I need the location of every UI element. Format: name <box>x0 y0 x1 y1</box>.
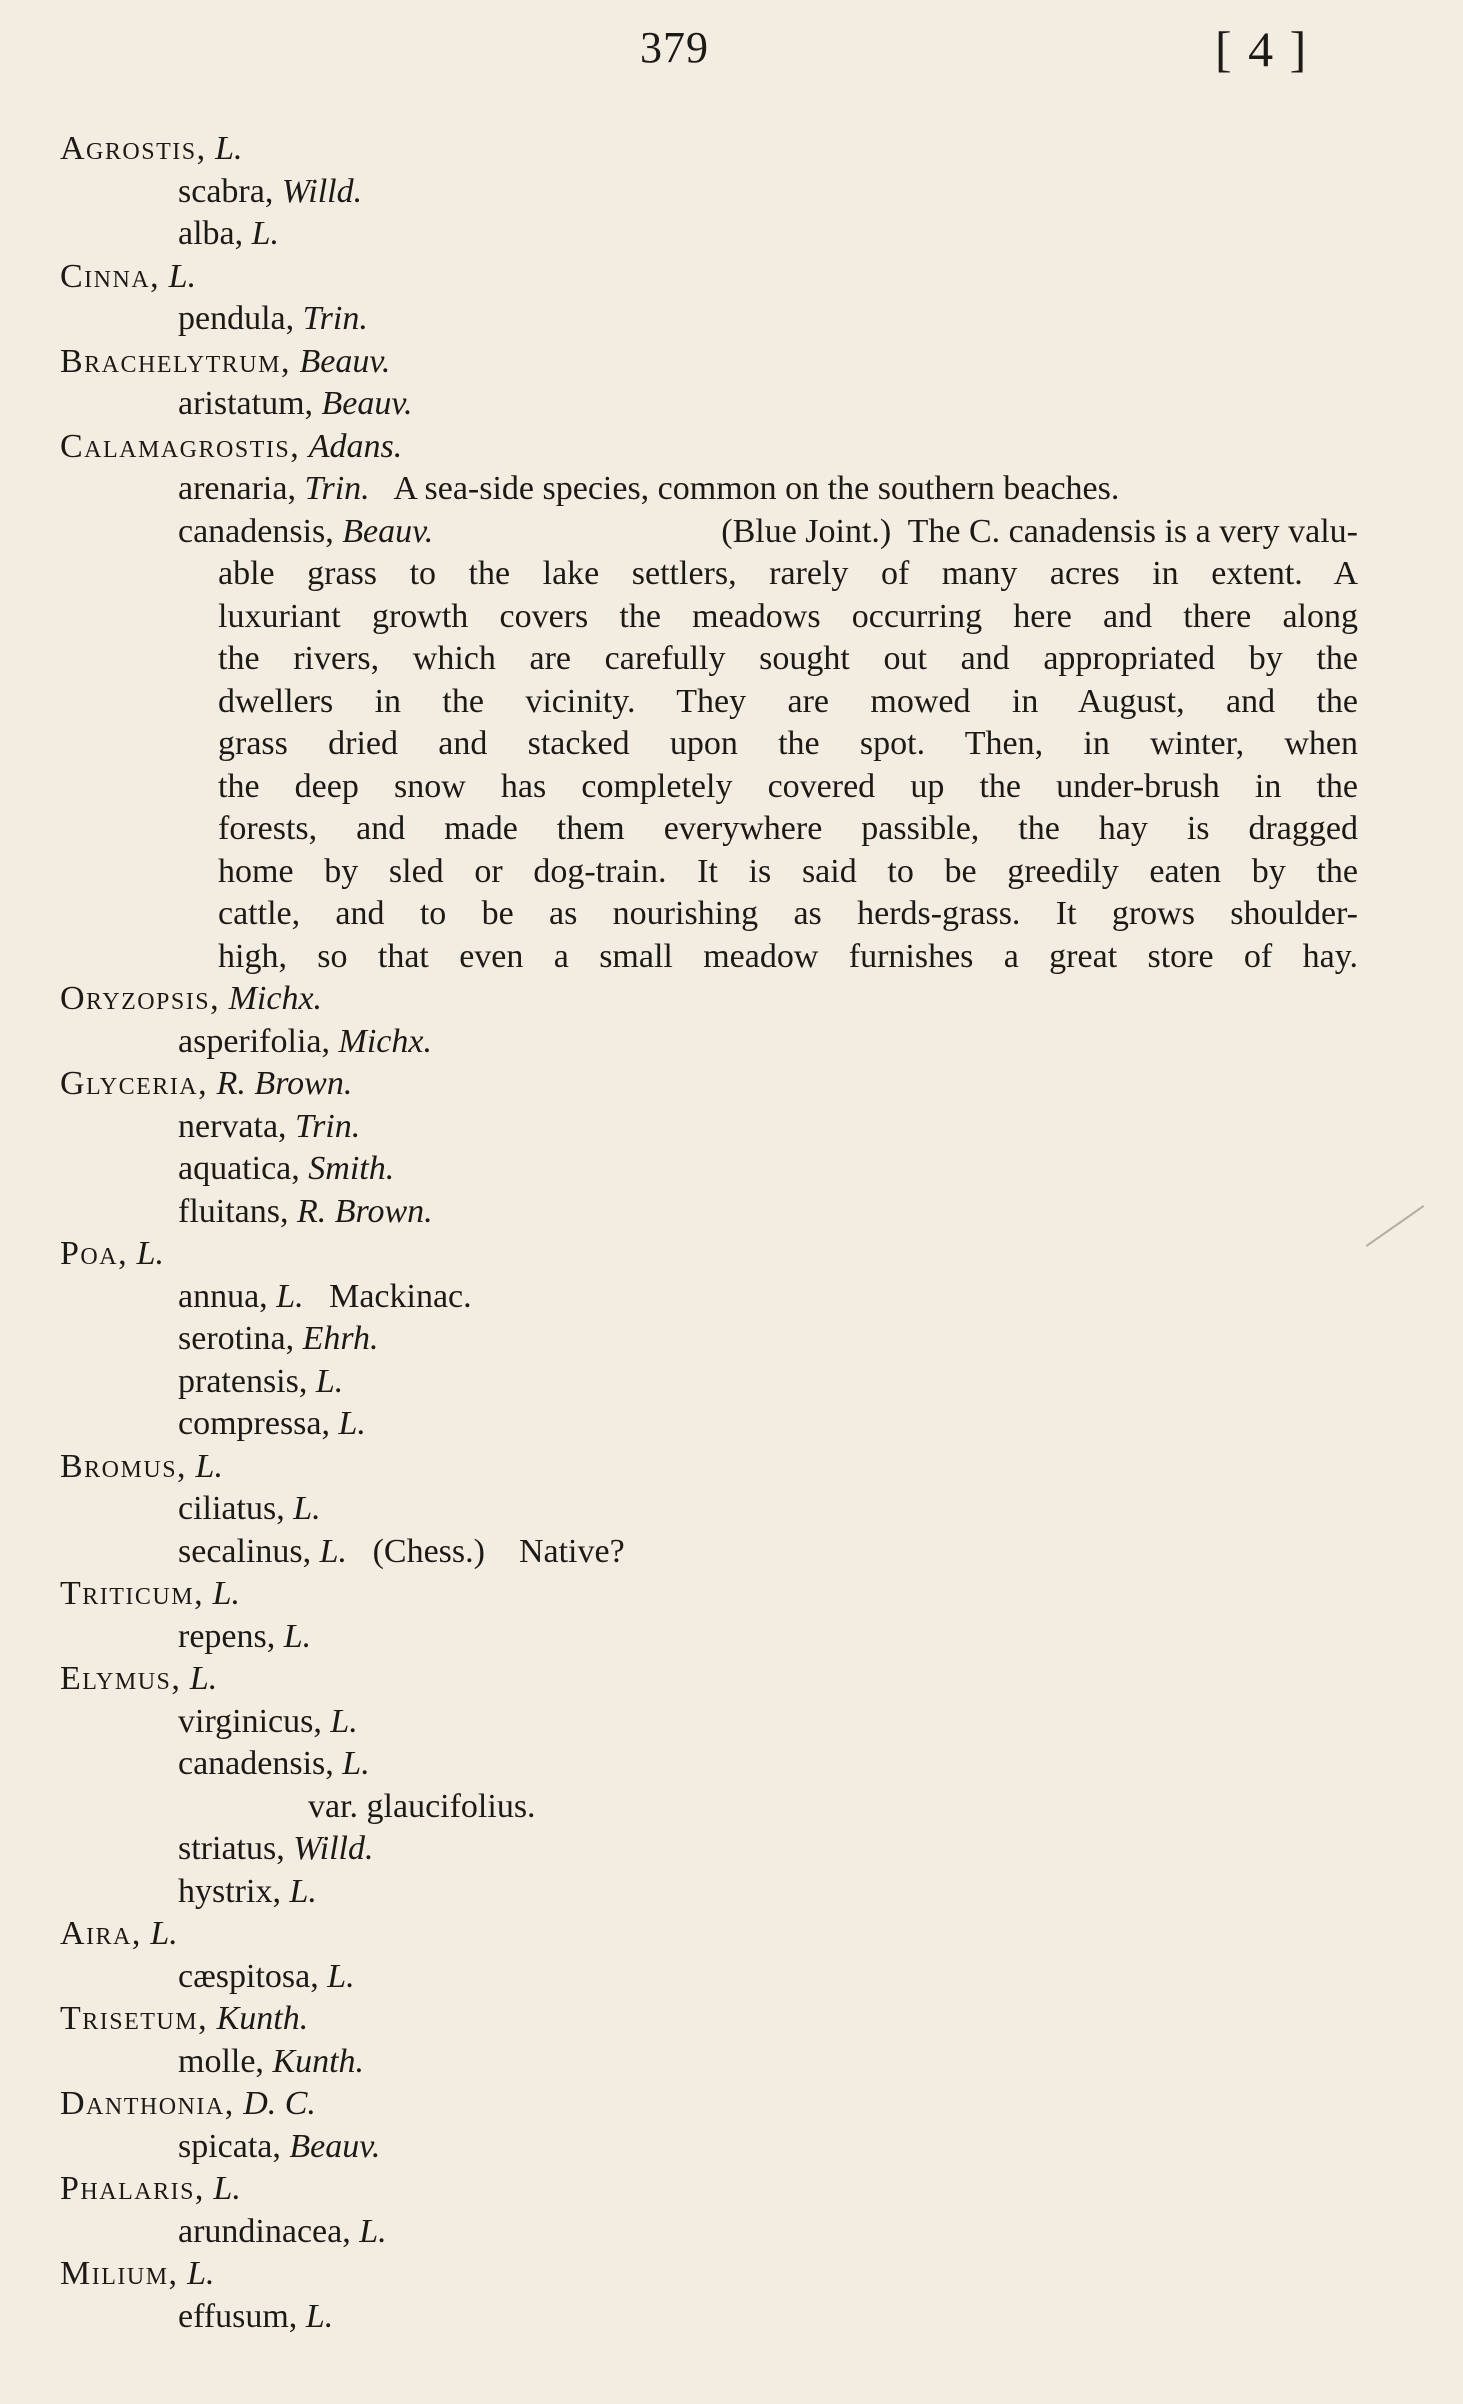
species-author: Smith. <box>308 1150 395 1187</box>
genus-name: Triticum, <box>60 1575 205 1612</box>
species-entry <box>60 2126 1360 2169</box>
genus-author: Kunth. <box>216 2000 309 2037</box>
genus-heading <box>60 256 1360 299</box>
genus-author: L. <box>195 1447 223 1485</box>
genus-heading <box>60 1658 1360 1701</box>
note-line-text: cattle, and to be as nourishing as herds-grass. It grows shoulder- <box>218 895 1358 932</box>
species-name: arenaria, <box>178 470 296 507</box>
note-line <box>218 681 1358 724</box>
species-name: asperifolia, <box>178 1022 330 1060</box>
genus-author: R. Brown. <box>216 1065 353 1102</box>
species-note: Mackinac. <box>329 1277 472 1315</box>
variety-name: var. glaucifolius. <box>308 1787 536 1825</box>
genus-name: Cinna, <box>60 257 161 295</box>
note-line <box>218 936 1358 979</box>
genus-name: Glyceria, <box>60 1065 209 1102</box>
note-line-text: high, so that even a small meadow furnishes a great store of hay. <box>218 937 1358 975</box>
species-author: Willd. <box>293 1830 374 1867</box>
genus-author: L. <box>212 1575 241 1612</box>
species-name: scabra, <box>178 172 274 210</box>
genus-author: Adans. <box>308 427 403 465</box>
genus-heading <box>60 1233 1360 1276</box>
species-author: L. <box>251 215 280 252</box>
canadensis-note-body <box>218 553 1358 978</box>
genus-author: D. C. <box>243 2085 316 2122</box>
species-author: L. <box>342 1745 370 1782</box>
species-entry <box>60 2211 1360 2254</box>
species-author: L. <box>283 1617 312 1655</box>
genus-heading <box>60 2253 1360 2296</box>
species-entry <box>60 298 1360 341</box>
note-line-text: luxuriant growth covers the meadows occurring here and there along <box>218 597 1358 635</box>
species-name: nervata, <box>178 1107 287 1145</box>
note-line <box>218 596 1358 639</box>
species-name: cæspitosa, <box>178 1957 319 1995</box>
genus-author: L. <box>168 257 197 295</box>
note-line <box>218 808 1358 851</box>
species-name: striatus, <box>178 1830 285 1867</box>
genus-name: Aira, <box>60 1915 142 1952</box>
species-author: R. Brown. <box>296 1192 433 1230</box>
species-author: Beauv. <box>289 2127 381 2165</box>
canadensis-first-line <box>178 511 1358 554</box>
species-author: L. <box>338 1405 366 1442</box>
note-line <box>218 766 1358 809</box>
species-entry <box>60 171 1360 214</box>
species-entry <box>60 1191 1360 1234</box>
genus-author: L. <box>213 2170 241 2207</box>
species-entry <box>60 1871 1360 1914</box>
signature-mark: [ 4 ] <box>1215 21 1309 77</box>
species-entry <box>60 2296 1360 2339</box>
genus-heading <box>60 1063 1360 1106</box>
species-author: Trin. <box>304 470 370 507</box>
species-author: Kunth. <box>272 2042 365 2080</box>
species-name: repens, <box>178 1617 276 1655</box>
note-line <box>218 553 1358 596</box>
species-name: pratensis, <box>178 1362 308 1400</box>
species-entry <box>60 1106 1360 1149</box>
species-author: Trin. <box>302 300 368 337</box>
species-entry <box>60 468 1360 511</box>
species-name: canadensis, <box>178 512 334 550</box>
genus-name: Calamagrostis, <box>60 427 301 465</box>
genus-heading <box>60 1573 1360 1616</box>
species-author: Beauv. <box>321 385 413 422</box>
genus-name: Poa, <box>60 1235 129 1272</box>
species-name: annua, <box>178 1277 268 1315</box>
page-number: 379 <box>640 23 709 72</box>
species-name: aquatica, <box>178 1150 300 1187</box>
species-entry <box>60 1956 1360 1999</box>
genus-name: Oryzopsis, <box>60 980 221 1017</box>
species-entry <box>60 1828 1360 1871</box>
note-line-text: able grass to the lake settlers, rarely of many acres in extent. A <box>218 555 1358 592</box>
genus-heading <box>60 978 1360 1021</box>
variety-entry <box>60 1786 1360 1829</box>
genus-name: Elymus, <box>60 1660 182 1697</box>
species-author: L. <box>359 2212 387 2250</box>
species-entry <box>60 1701 1360 1744</box>
note-line-text: dwellers in the vicinity. They are mowed in August, and the <box>218 682 1358 720</box>
genus-author: L. <box>215 130 243 167</box>
species-name: molle, <box>178 2042 264 2080</box>
genus-heading <box>60 341 1360 384</box>
genus-name: Agrostis, <box>60 130 207 167</box>
species-name-group <box>178 511 433 554</box>
species-author: L. <box>289 1872 317 1910</box>
genus-heading <box>60 1913 1360 1956</box>
genus-author: Michx. <box>228 980 323 1017</box>
species-entry <box>60 1276 1360 1319</box>
entry-list-lower <box>60 978 1360 2338</box>
species-name: serotina, <box>178 1320 295 1357</box>
species-name: virginicus, <box>178 1702 322 1740</box>
species-author: L. <box>327 1957 355 1995</box>
species-entry <box>60 1743 1360 1786</box>
species-author: Trin. <box>295 1107 361 1145</box>
note-line-text: the deep snow has completely covered up the under-brush in the <box>218 767 1358 805</box>
species-entry <box>60 1616 1360 1659</box>
species-entry <box>60 1403 1360 1446</box>
note-line <box>218 638 1358 681</box>
note-line-text: home by sled or dog-train. It is said to be greedily eaten by the <box>218 852 1358 890</box>
species-entry <box>60 1148 1360 1191</box>
species-entry <box>60 1361 1360 1404</box>
genus-name: Trisetum, <box>60 2000 209 2037</box>
species-author: L. <box>305 2297 334 2335</box>
species-name: fluitans, <box>178 1192 289 1230</box>
canadensis-entry <box>60 511 1360 979</box>
genus-author: L. <box>189 1660 218 1697</box>
genus-author: Beauv. <box>299 342 391 380</box>
plant-catalogue <box>60 128 1360 2338</box>
note-line <box>218 723 1358 766</box>
species-name: pendula, <box>178 300 295 337</box>
species-name: alba, <box>178 215 244 252</box>
species-name: secalinus, <box>178 1532 312 1570</box>
species-entry <box>60 2041 1360 2084</box>
species-author: L. <box>276 1277 304 1315</box>
note-line-text: forests, and made them everywhere passible, the hay is dragged <box>218 810 1358 847</box>
species-author: Willd. <box>281 172 363 210</box>
note-line-text: the rivers, which are carefully sought out and appropriated by the <box>218 640 1358 677</box>
species-entry <box>60 1021 1360 1064</box>
genus-heading <box>60 426 1360 469</box>
pencil-mark <box>1366 1205 1424 1247</box>
species-name: spicata, <box>178 2127 281 2165</box>
species-author: Ehrh. <box>302 1320 379 1357</box>
species-author: L. <box>315 1362 344 1400</box>
species-name: ciliatus, <box>178 1490 285 1527</box>
species-name: compressa, <box>178 1405 331 1442</box>
genus-heading <box>60 128 1360 171</box>
entry-list-upper <box>60 128 1360 511</box>
canadensis-note-start: (Blue Joint.) The C. canadensis is a very valu- <box>721 512 1358 550</box>
note-line <box>218 851 1358 894</box>
species-note: A sea-side species, common on the southern beaches. <box>393 470 1120 507</box>
genus-heading <box>60 1998 1360 2041</box>
species-author: L. <box>330 1702 358 1740</box>
genus-heading <box>60 2083 1360 2126</box>
species-name: aristatum, <box>178 385 314 422</box>
species-name: effusum, <box>178 2297 298 2335</box>
genus-author: L. <box>150 1915 178 1952</box>
genus-heading <box>60 1446 1360 1489</box>
species-entry <box>60 1531 1360 1574</box>
genus-name: Milium, <box>60 2255 179 2292</box>
note-line <box>218 893 1358 936</box>
genus-author: L. <box>187 2255 215 2292</box>
genus-name: Danthonia, <box>60 2085 235 2122</box>
species-name: canadensis, <box>178 1745 334 1782</box>
species-name: hystrix, <box>178 1872 281 1910</box>
species-entry <box>60 213 1360 256</box>
species-entry <box>60 383 1360 426</box>
genus-name: Phalaris, <box>60 2170 205 2207</box>
species-entry <box>60 1488 1360 1531</box>
species-note: (Chess.) Native? <box>372 1532 625 1570</box>
note-line-text: grass dried and stacked upon the spot. Then, in winter, when <box>218 725 1358 762</box>
genus-heading <box>60 2168 1360 2211</box>
species-author: L. <box>293 1490 321 1527</box>
genus-name: Brachelytrum, <box>60 342 291 380</box>
species-name: arundinacea, <box>178 2212 351 2250</box>
species-entry <box>60 1318 1360 1361</box>
genus-author: L. <box>136 1235 164 1272</box>
genus-name: Bromus, <box>60 1447 188 1485</box>
species-author: Beauv. <box>342 512 434 550</box>
species-author: Michx. <box>338 1022 432 1060</box>
species-author: L. <box>319 1532 348 1570</box>
